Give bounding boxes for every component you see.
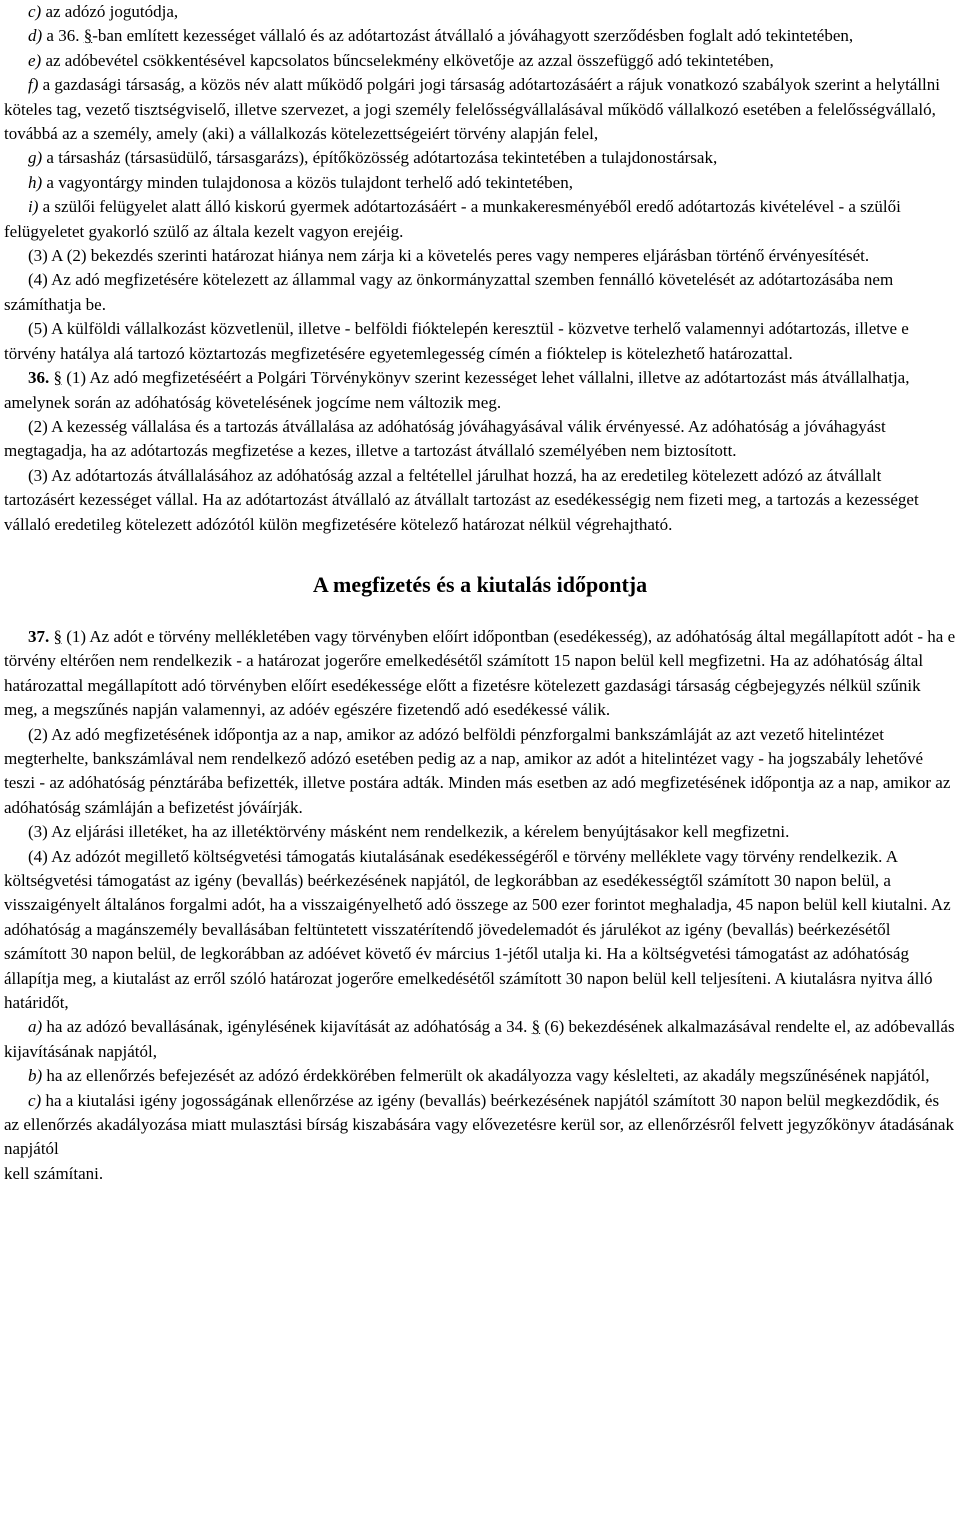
item-text: a gazdasági társaság, a közös név alatt működő polgári jogi társaság adótartozásáért a rájuk vonatkozó szabályok szerint a helytállni köteles tag, vezető tisztségviselő, illetve szervezet, a jogi személy felelősségvállalásával működő vállalkozó esetében a felelősségvállaló, továbbá az a személy, amely (aki) a vállalkozás kötelezettségeiért törvény alapján felel, (4, 75, 941, 144)
item-label: h) (28, 172, 43, 192)
section-link[interactable]: § (53, 626, 62, 646)
paragraph-35-4: (4) Az adó megfizetésére kötelezett az állammal vagy az önkormányzattal szemben fennálló követelését az adótartozásába nem számíthatja be. (4, 270, 894, 314)
item-f (4, 73, 956, 146)
section-number: 37. (28, 626, 50, 646)
item-e (4, 49, 956, 73)
section-link[interactable]: § (53, 368, 62, 388)
item-text: a 36. (42, 26, 84, 46)
paragraph-37-3: (3) Az eljárási illetéket, ha az illetéktörvény másként nem rendelkezik, a kérelem benyújtásakor kell megfizetni. (28, 822, 790, 842)
paragraph-37-4: (4) Az adózót megillető költségvetési támogatás kiutalásának esedékességéről e törvény melléklete vagy törvény rendelkezik. A költségvetési támogatást az igény (bevallás) beérkezésének napjától, de legkorábban az esedékességtől számított 30 napon belül, a visszaigényelt általános forgalmi adót, ha a visszaigényelhető adó összege az 500 ezer forintot meghaladja, 45 napon belül kell kiutalni. Az adóhatóság a magánszemély bevallásában feltüntetett visszatérítendő jövedelemadót és járulékot az igény (bevallás) beérkezésétől számított 30 napon belül, de legkorábban az adóévet követő év március 1-jétől utalja ki. Ha a költségvetési támogatást az adóhatóság állapítja meg, a kiutalást az erről szóló határozat jogerőre emelkedésétől számított 30 napon belül kell teljesíteni. A kiutalásra nyitva álló határidőt, (4, 846, 951, 1013)
item-c (4, 0, 956, 24)
item-label: a) (28, 1017, 43, 1037)
section-number: 36. (28, 368, 50, 388)
item-c-2 (4, 1089, 956, 1162)
item-i (4, 195, 956, 244)
section-text: (1) Az adó megfizetéséért a Polgári Törvénykönyv szerint kezességet lehet vállalni, illetve az adótartozást más átvállalhatja, amelynek során az adóhatóság követelésének jogcíme nem változik meg. (4, 368, 910, 412)
item-h (4, 171, 956, 195)
section-link[interactable]: § (531, 1017, 541, 1037)
paragraph-36-3: (3) Az adótartozás átvállalásához az adóhatóság azzal a feltétellel járulhat hozzá, ha az eredetileg kötelezett adózó az átvállalt tartozásért kezességet vállal. Ha az adótartozást átvállaló az átvállalt tartozást az esedékességig nem fizeti meg, a tartozás a kezességet vállaló eredetileg kötelezett adózótól külön megfizetésére kötelező határozat nélkül végrehajtható. (4, 465, 919, 534)
item-b (4, 1064, 956, 1088)
paragraph-35-3: (3) A (2) bekezdés szerinti határozat hiánya nem zárja ki a követelés peres vagy nemperes eljárásban történő érvényesítését. (28, 246, 870, 266)
section-text: (1) Az adót e törvény mellékletében vagy törvényben előírt időpontban (esedékesség), az adóhatóság által megállapított adót - ha e törvény eltérően nem rendelkezik - a határozat jogerőre emelkedésétől számított 15 napon belül kell megfizetni. Ha az adóhatóság által határozattal megállapított adó törvényben előírt esedékessége előtt a fizetésre kötelezett gazdasági társaság cégbejegyzés nélkül szűnik meg, a megszűnés napján valamennyi, az adóév egészére fizetendő adó esedékessé válik. (4, 626, 956, 720)
item-text: az adózó jogutódja, (41, 2, 179, 21)
item-text: ha az adózó bevallásának, igénylésének kijavítását az adóhatóság a 34. (42, 1017, 532, 1037)
item-label: i) (28, 197, 39, 217)
item-text: az adóbevétel csökkentésével kapcsolatos bűncselekmény elkövetője az azzal összefüggő adó tekintetében, (41, 50, 774, 70)
item-g (4, 146, 956, 170)
item-text: ha a kiutalási igény jogosságának ellenőrzése az igény (bevallás) beérkezésének napjától számított 30 napon belül megkezdődik, és az ellenőrzés akadályozása miatt mulasztási bírság kiszabására vagy elővezetésre kerül sor, az ellenőrzésről felvett jegyzőkönyv átadásának napjától (4, 1090, 954, 1159)
section-37-1 (4, 625, 956, 723)
item-text: -ban említett kezességet vállaló és az adótartozást átvállaló a jóváhagyott szerződésben foglalt adó tekintetében, (92, 26, 854, 46)
paragraph-35-5: (5) A külföldi vállalkozást közvetlenül, illetve - belföldi fióktelepén keresztül - közvetve terhelő valamennyi adótartozás, illetve e törvény hatálya alá tartozó köztartozás megfizetésére egyetemlegesség címén a fióktelep is kötelezhető határozattal. (4, 319, 909, 363)
section-heading: A megfizetés és a kiutalás időpontja (312, 571, 648, 597)
item-label: c) (28, 2, 42, 21)
item-text: a vagyontárgy minden tulajdonosa a közös tulajdont terhelő adó tekintetében, (42, 172, 573, 192)
item-text: a társasház (társasüdülő, társasgarázs), építőközösség adótartozása tekintetében a tulajdonostársak, (42, 148, 718, 168)
item-text: (6) bekezdésének alkalmazásával rendelte el, az adóbevallás kijavításának napjától, (4, 1017, 955, 1061)
closing-line: kell számítani. (4, 1163, 104, 1183)
item-label: b) (28, 1066, 43, 1086)
item-label: c) (28, 1090, 42, 1110)
item-text: a szülői felügyelet alatt álló kiskorú gyermek adótartozásáért - a munkakeresményéből eredő adótartozás kivételével - a szülői felügyeletet gyakorló szülő az általa kezelt vagyon erejéig. (4, 197, 901, 241)
section-36-1 (4, 366, 956, 415)
paragraph-36-2: (2) A kezesség vállalása és a tartozás átvállalása az adóhatóság jóváhagyásával válik érvényessé. Az adóhatóság a jóváhagyást megtagadja, ha az adótartozás megfizetése a kezes, illetve a tartozást átvállaló személyében nem biztosított. (4, 416, 886, 461)
paragraph-37-2: (2) Az adó megfizetésének időpontja az a nap, amikor az adózó belföldi pénzforgalmi bankszámláját az azt vezető hitelintézet megterhelte, bankszámlával nem rendelkező adózó esetében pedig az a nap, amikor az adót a hitelintézet vagy - ha jogszabály lehetővé teszi - az adóhatóság pénztárába befizették, illetve postára adták. Minden más esetben az adó megfizetésének időpontja az a nap, amikor az adóhatóság számláján a befizetést jóváírják. (4, 724, 951, 817)
item-label: e) (28, 50, 42, 70)
item-label: g) (28, 148, 43, 168)
item-a (4, 1015, 956, 1064)
item-label: d) (28, 26, 43, 46)
section-link[interactable]: § (83, 26, 93, 46)
item-label: f) (28, 75, 39, 95)
item-text: ha az ellenőrzés befejezését az adózó érdekkörében felmerült ok akadályozza vagy késlelteti, az akadály megszűnésének napjától, (42, 1066, 930, 1086)
item-d (4, 24, 956, 48)
